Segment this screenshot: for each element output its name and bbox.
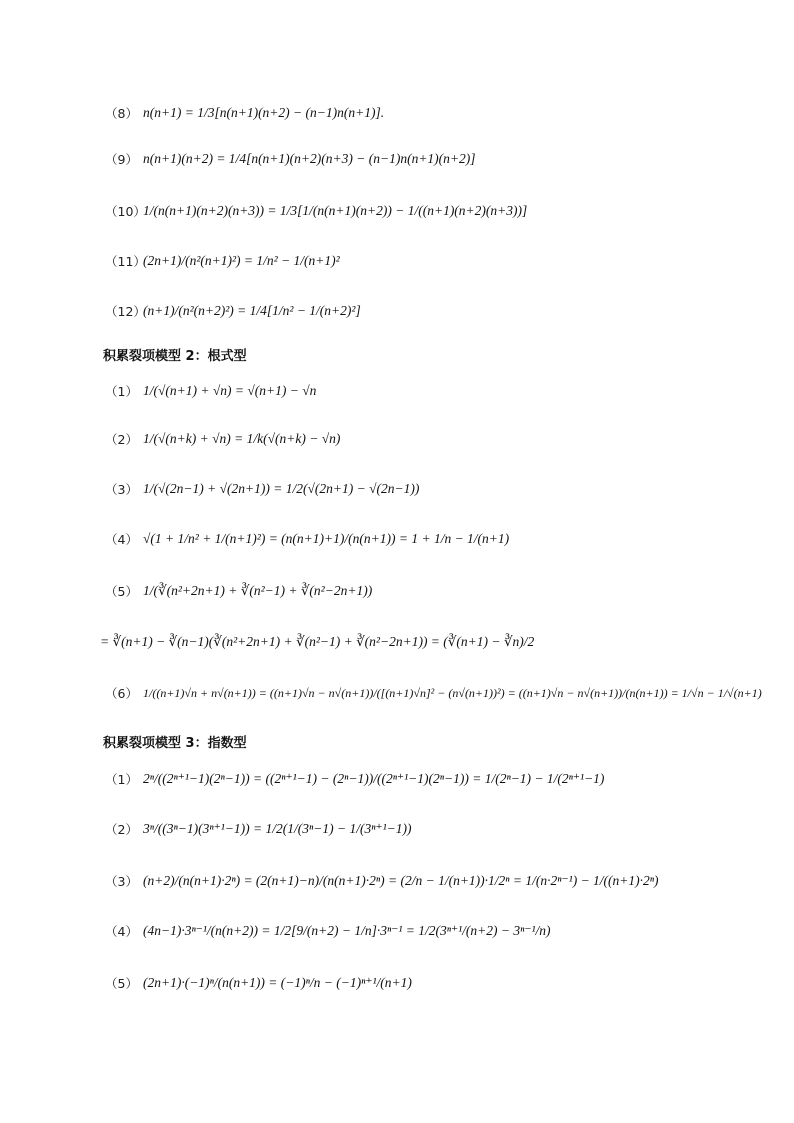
item-label: （3） [105, 482, 138, 497]
item-label: （1） [105, 772, 138, 787]
formula: 1/(√(n+1) + √n) = √(n+1) − √n [143, 383, 317, 398]
formula-row [105, 252, 340, 270]
formula-row [105, 684, 762, 702]
formula: 2ⁿ/((2ⁿ⁺¹−1)(2ⁿ−1)) = ((2ⁿ⁺¹−1) − (2ⁿ−1))/((2ⁿ⁺¹−1)(2ⁿ−1)) = 1/(2ⁿ−1) − 1/(2ⁿ⁺¹−1) [143, 771, 605, 786]
item-label: （8） [105, 106, 138, 121]
formula-row [105, 430, 340, 448]
formula: 1/(√(2n−1) + √(2n+1)) = 1/2(√(2n+1) − √(2n−1)) [143, 481, 420, 496]
formula: (4n−1)·3ⁿ⁻¹/(n(n+2)) = 1/2[9/(n+2) − 1/n]·3ⁿ⁻¹ = 1/2(3ⁿ⁺¹/(n+2) − 3ⁿ⁻¹/n) [143, 923, 551, 938]
formula-row [105, 302, 361, 320]
item-label: （4） [105, 924, 138, 939]
formula: (n+1)/(n²(n+2)²) = 1/4[1/n² − 1/(n+2)²] [143, 303, 361, 318]
item-label: （12） [105, 304, 146, 319]
item-label: （2） [105, 822, 138, 837]
formula: 1/(∛(n²+2n+1) + ∛(n²−1) + ∛(n²−2n+1)) [143, 583, 373, 598]
formula-row [105, 150, 476, 168]
formula: 1/(√(n+k) + √n) = 1/k(√(n+k) − √n) [143, 431, 341, 446]
formula-row [105, 582, 372, 600]
item-label: （6） [105, 686, 138, 701]
item-label: （2） [105, 432, 138, 447]
formula: 3ⁿ/((3ⁿ−1)(3ⁿ⁺¹−1)) = 1/2(1/(3ⁿ−1) − 1/(3ⁿ⁺¹−1)) [143, 821, 412, 836]
item-label: （4） [105, 532, 138, 547]
formula-row [105, 820, 411, 838]
formula-row [105, 872, 659, 890]
formula: (2n+1)/(n²(n+1)²) = 1/n² − 1/(n+1)² [143, 253, 340, 268]
formula-row [105, 202, 527, 220]
formula-row [105, 974, 412, 992]
formula: (n+2)/(n(n+1)·2ⁿ) = (2(n+1)−n)/(n(n+1)·2ⁿ) = (2/n − 1/(n+1))·1/2ⁿ = 1/(n·2ⁿ⁻¹) − 1/((n+1)·2ⁿ) [143, 873, 659, 888]
item-label: （3） [105, 874, 138, 889]
formula-row [100, 634, 534, 650]
formula: (2n+1)·(−1)ⁿ/(n(n+1)) = (−1)ⁿ/n − (−1)ⁿ⁺¹/(n+1) [143, 975, 412, 990]
formula-row [105, 530, 509, 548]
formula: n(n+1)(n+2) = 1/4[n(n+1)(n+2)(n+3) − (n−1)n(n+1)(n+2)] [143, 151, 476, 166]
section-heading: 积累裂项模型 3：指数型 [103, 736, 247, 751]
formula: 1/(n(n+1)(n+2)(n+3)) = 1/3[1/(n(n+1)(n+2)) − 1/((n+1)(n+2)(n+3))] [143, 203, 528, 218]
item-label: （5） [105, 584, 138, 599]
item-label: （5） [105, 976, 138, 991]
formula: = ∛(n+1) − ∛(n−1)(∛(n²+2n+1) + ∛(n²−1) + ∛(n²−2n+1)) = (∛(n+1) − ∛n)/2 [100, 634, 535, 649]
formula-row [105, 480, 419, 498]
item-label: （1） [105, 384, 138, 399]
section-heading: 积累裂项模型 2：根式型 [103, 349, 247, 364]
formula-row [105, 104, 384, 122]
formula-row [105, 770, 604, 788]
formula: √(1 + 1/n² + 1/(n+1)²) = (n(n+1)+1)/(n(n+1)) = 1 + 1/n − 1/(n+1) [143, 531, 510, 546]
formula: n(n+1) = 1/3[n(n+1)(n+2) − (n−1)n(n+1)]. [143, 105, 385, 120]
item-label: （9） [105, 152, 138, 167]
formula-row [105, 922, 551, 940]
item-label: （11） [105, 254, 146, 269]
formula: 1/((n+1)√n + n√(n+1)) = ((n+1)√n − n√(n+1))/([(n+1)√n]² − (n√(n+1))²) = ((n+1)√n − n√(n+1))/(n(n+1)) = 1/√n − 1/√(n+1) [143, 685, 762, 700]
item-label: （10） [105, 204, 146, 219]
formula-row [105, 382, 316, 400]
